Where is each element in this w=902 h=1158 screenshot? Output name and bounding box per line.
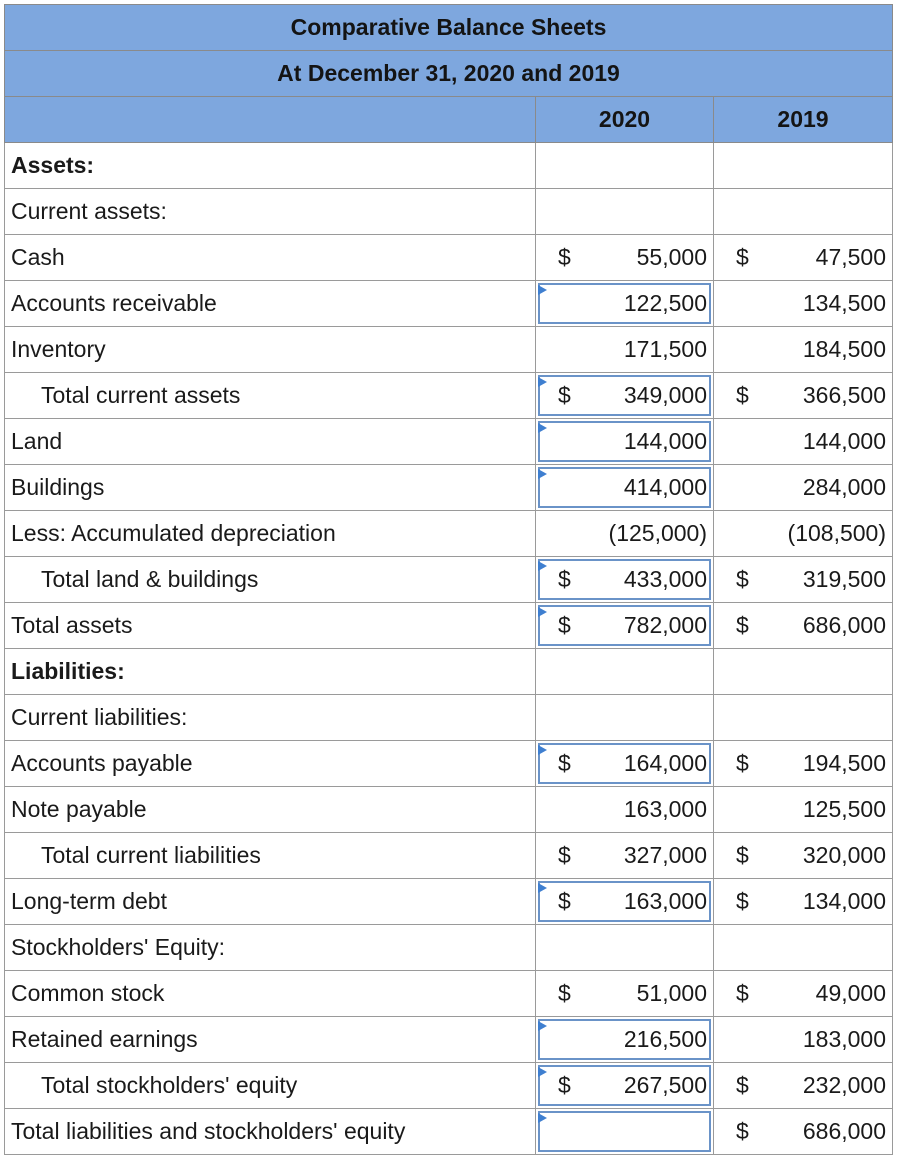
value-cell-2020 [536, 787, 714, 833]
row-label: Accounts receivable [5, 281, 536, 327]
row-label: Note payable [5, 787, 536, 833]
cell-content [536, 1063, 713, 1108]
row-label: Total liabilities and stockholders' equity [5, 1109, 536, 1155]
value-cell-2019 [714, 649, 893, 695]
answer-field-2020[interactable] [536, 741, 714, 787]
amount-value: 184,500 [802, 336, 887, 362]
cell-content [536, 971, 713, 1016]
amount-value: 433,000 [623, 566, 707, 592]
currency-symbol: $ [558, 566, 571, 592]
title-row [5, 5, 893, 51]
row-label: Retained earnings [5, 1017, 536, 1063]
row-accounts-receivable [5, 281, 893, 327]
subtitle-row [5, 51, 893, 97]
row-label: Total assets [5, 603, 536, 649]
currency-symbol: $ [558, 842, 571, 868]
cell-content [714, 327, 892, 372]
currency-symbol: $ [558, 888, 571, 914]
amount-value: 55,000 [636, 244, 707, 270]
row-total-land-buildings [5, 557, 893, 603]
amount-value: 47,500 [815, 244, 887, 270]
currency-symbol: $ [736, 1072, 749, 1098]
row-current-assets [5, 189, 893, 235]
row-note-payable [5, 787, 893, 833]
cell-content [536, 557, 713, 602]
amount-value: 349,000 [623, 382, 707, 408]
cell-content [714, 603, 892, 648]
cell-content [714, 465, 892, 510]
currency-symbol: $ [558, 980, 571, 1006]
amount-value: 134,000 [802, 888, 887, 914]
currency-symbol: $ [736, 1118, 749, 1144]
value-cell-2019 [714, 419, 893, 465]
value-cell-2019 [714, 879, 893, 925]
cell-content [536, 373, 713, 418]
amount-value: 320,000 [802, 842, 887, 868]
cell-content [536, 741, 713, 786]
row-label: Stockholders' Equity: [5, 925, 536, 971]
amount-value: 163,000 [623, 796, 707, 822]
value-cell-2019 [714, 787, 893, 833]
value-cell-2019 [714, 603, 893, 649]
cell-content [536, 511, 713, 556]
answer-field-2020[interactable] [536, 281, 714, 327]
answer-field-2020[interactable] [536, 879, 714, 925]
value-cell-2019 [714, 925, 893, 971]
amount-value: 125,500 [802, 796, 887, 822]
amount-value: (125,000) [608, 520, 707, 546]
row-label: Inventory [5, 327, 536, 373]
value-cell-2019 [714, 1063, 893, 1109]
cell-content [714, 879, 892, 924]
row-total-current-assets [5, 373, 893, 419]
value-cell-2019 [714, 373, 893, 419]
value-cell-2019 [714, 189, 893, 235]
row-current-liabilities [5, 695, 893, 741]
amount-value: 144,000 [623, 428, 707, 454]
row-label: Less: Accumulated depreciation [5, 511, 536, 557]
amount-value: 414,000 [623, 474, 707, 500]
cell-content [714, 557, 892, 602]
amount-value: 183,000 [802, 1026, 887, 1052]
answer-field-2020[interactable] [536, 1109, 714, 1155]
amount-value: 284,000 [802, 474, 887, 500]
value-cell-2019 [714, 695, 893, 741]
cell-content [714, 1063, 892, 1108]
cell-content [714, 833, 892, 878]
currency-symbol: $ [736, 980, 749, 1006]
currency-symbol: $ [736, 612, 749, 638]
row-assets [5, 143, 893, 189]
row-label: Total land & buildings [5, 557, 536, 603]
value-cell-2019 [714, 741, 893, 787]
value-cell-2019 [714, 235, 893, 281]
amount-value: 686,000 [802, 612, 887, 638]
value-cell-2020 [536, 649, 714, 695]
currency-symbol: $ [558, 750, 571, 776]
amount-value: 782,000 [623, 612, 707, 638]
row-total-liabilities-and-stockholders-equity [5, 1109, 893, 1155]
value-cell-2019 [714, 327, 893, 373]
row-label: Accounts payable [5, 741, 536, 787]
answer-field-2020[interactable] [536, 1017, 714, 1063]
value-cell-2020 [536, 143, 714, 189]
amount-value: 171,500 [623, 336, 707, 362]
row-label: Total current liabilities [5, 833, 536, 879]
cell-content [536, 281, 713, 326]
amount-value: 144,000 [802, 428, 887, 454]
answer-field-2020[interactable] [536, 603, 714, 649]
row-accounts-payable [5, 741, 893, 787]
value-cell-2019 [714, 833, 893, 879]
answer-field-2020[interactable] [536, 419, 714, 465]
value-cell-2020 [536, 695, 714, 741]
cell-content [714, 419, 892, 464]
column-header-2020: 2020 [536, 97, 714, 143]
row-inventory [5, 327, 893, 373]
amount-value: (108,500) [787, 520, 887, 546]
cell-content [714, 511, 892, 556]
currency-symbol: $ [558, 612, 571, 638]
value-cell-2020 [536, 327, 714, 373]
value-cell-2020 [536, 235, 714, 281]
amount-value: 366,500 [802, 382, 887, 408]
cell-content [536, 833, 713, 878]
amount-value: 267,500 [623, 1072, 707, 1098]
amount-value: 49,000 [815, 980, 887, 1006]
amount-value: 232,000 [802, 1072, 887, 1098]
row-long-term-debt [5, 879, 893, 925]
row-buildings [5, 465, 893, 511]
sheet-subtitle: At December 31, 2020 and 2019 [5, 51, 893, 97]
answer-field-2020[interactable] [536, 373, 714, 419]
amount-value: 319,500 [802, 566, 887, 592]
value-cell-2020 [536, 189, 714, 235]
amount-value: 134,500 [802, 290, 887, 316]
value-cell-2020 [536, 511, 714, 557]
row-label: Cash [5, 235, 536, 281]
value-cell-2019 [714, 1017, 893, 1063]
currency-symbol: $ [558, 1072, 571, 1098]
amount-value: 164,000 [623, 750, 707, 776]
currency-symbol: $ [736, 842, 749, 868]
cell-content [714, 971, 892, 1016]
amount-value: 194,500 [802, 750, 887, 776]
column-header-2019: 2019 [714, 97, 893, 143]
row-total-stockholders-equity [5, 1063, 893, 1109]
cell-content [536, 419, 713, 464]
amount-value: 163,000 [623, 888, 707, 914]
row-label: Current assets: [5, 189, 536, 235]
value-cell-2020 [536, 971, 714, 1017]
cell-content [714, 1109, 892, 1154]
row-label: Buildings [5, 465, 536, 511]
column-header-row [5, 97, 893, 143]
row-label: Assets: [5, 143, 536, 189]
sheet-title: Comparative Balance Sheets [5, 5, 893, 51]
cell-content [714, 281, 892, 326]
amount-value: 122,500 [623, 290, 707, 316]
row-label: Land [5, 419, 536, 465]
row-less-accumulated-depreciation [5, 511, 893, 557]
cell-content [536, 1017, 713, 1062]
row-label: Common stock [5, 971, 536, 1017]
row-label: Total stockholders' equity [5, 1063, 536, 1109]
row-label: Total current assets [5, 373, 536, 419]
amount-value: 216,500 [623, 1026, 707, 1052]
header-blank-cell [5, 97, 536, 143]
answer-field-2020[interactable] [536, 465, 714, 511]
amount-value: 327,000 [623, 842, 707, 868]
value-cell-2019 [714, 465, 893, 511]
amount-value: 51,000 [636, 980, 707, 1006]
cell-content [536, 879, 713, 924]
cell-content [536, 465, 713, 510]
value-cell-2019 [714, 557, 893, 603]
cell-content [714, 1017, 892, 1062]
row-label: Current liabilities: [5, 695, 536, 741]
cell-content [714, 741, 892, 786]
balance-sheet-table [4, 4, 893, 1155]
value-cell-2019 [714, 971, 893, 1017]
row-retained-earnings [5, 1017, 893, 1063]
row-common-stock [5, 971, 893, 1017]
cell-content [714, 787, 892, 832]
cell-content [536, 787, 713, 832]
row-label: Liabilities: [5, 649, 536, 695]
currency-symbol: $ [736, 382, 749, 408]
row-cash [5, 235, 893, 281]
amount-value: 686,000 [802, 1118, 887, 1144]
answer-field-2020[interactable] [536, 557, 714, 603]
currency-symbol: $ [558, 382, 571, 408]
currency-symbol: $ [558, 244, 571, 270]
answer-field-2020[interactable] [536, 1063, 714, 1109]
currency-symbol: $ [736, 888, 749, 914]
row-stockholders-equity [5, 925, 893, 971]
cell-content [536, 327, 713, 372]
value-cell-2020 [536, 833, 714, 879]
row-liabilities [5, 649, 893, 695]
cell-content [536, 603, 713, 648]
row-label: Long-term debt [5, 879, 536, 925]
value-cell-2020 [536, 925, 714, 971]
cell-content [714, 373, 892, 418]
row-land [5, 419, 893, 465]
cell-content [536, 235, 713, 280]
value-cell-2019 [714, 511, 893, 557]
currency-symbol: $ [736, 750, 749, 776]
value-cell-2019 [714, 1109, 893, 1155]
currency-symbol: $ [736, 566, 749, 592]
row-total-current-liabilities [5, 833, 893, 879]
value-cell-2019 [714, 281, 893, 327]
row-total-assets [5, 603, 893, 649]
cell-content [714, 235, 892, 280]
currency-symbol: $ [736, 244, 749, 270]
value-cell-2019 [714, 143, 893, 189]
